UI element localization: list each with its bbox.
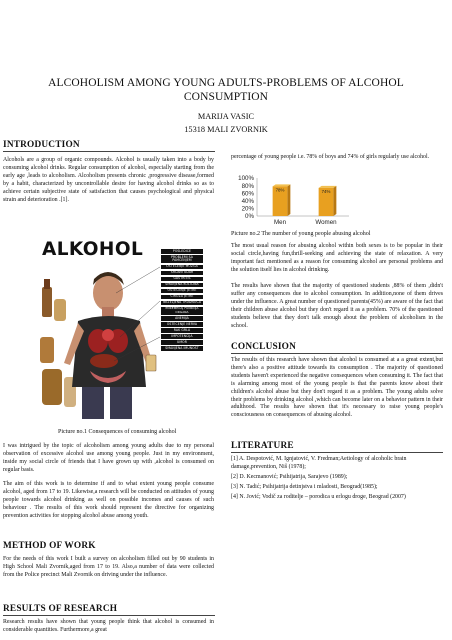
poster-title: ALKOHOL: [42, 239, 144, 260]
poster-list-item: OŠTEĆENJE MOZGA: [161, 265, 203, 270]
x-tick-label: Women: [315, 219, 337, 226]
method-heading: METHOD OF WORK: [3, 541, 96, 551]
alcohol-abuse-bar-chart: [231, 174, 355, 226]
poster-list-item: POREMEĆAJ FUNKCIJA ORGANA: [161, 307, 203, 315]
bar-top: [273, 184, 291, 186]
y-tick-label: 100%: [238, 175, 254, 183]
reference-item: [1] A. Despotović, M. Ignjatović, V. Fredman;Aetiology of alcoholic brain damage,prevention, Niš (1978);: [231, 456, 407, 470]
poster-list-item: UMOR: [161, 340, 203, 345]
results-paragraph-1: Research results have shown that young people think that alcohol is consumed in considerable quantities. Furthermore,a great: [3, 619, 214, 633]
paper-title: [0, 76, 452, 104]
conclusion-heading: CONCLUSION: [231, 342, 443, 354]
introduction-paragraph-2: I was intrigued by the topic of alcoholism among young adults due to my personal observation of excessive alcohol use among young people. Just in my environment, inside my social circle of friends that I have grown up with ,alcohol is consumed on regular basis.: [3, 443, 214, 473]
bar-data-label: 74%: [321, 188, 331, 194]
introduction-paragraph-1: Alcohols are a group of organic compounds. Alcohol is usually taken into a body by consuming alcohol drinks. Regular consumption of alcohol, especially starting from the early age ,leads to alcoholism. Alcoholism presents chronic ,progressive disease,formed by a habit, characterized by uncontrollable desire for having alcohol drinks so as to achieve certain subjective state of satisfaction that causes psychological and physical strain and deterioration .[1].: [3, 157, 214, 203]
poster-list-item: SRČANI UDAR: [161, 271, 203, 276]
y-axis-ticks: [238, 175, 254, 220]
y-tick-label: 40%: [241, 198, 254, 205]
paper-title-line1: ALCOHOLISM AMONG YOUNG ADULTS-PROBLEMS OF ALCOHOL: [48, 77, 404, 89]
introduction-paragraph-3: The aim of this work is to determine if and to what extent young people consume alcohol, aged from 17 to 19. Likewise,a research will be conducted on attitudes of young people towards alcohol drinking as well on possible incomes and causes of such behaviour . The results of this work should represent the directive for organizing prevention activities for stopping alcohol abuse among youth.: [3, 481, 214, 519]
results-paragraph-1-continued: percentage of young people i.e. 78% of boys and 74% of girls regularly use alcohol.: [231, 154, 430, 160]
poster-list-item: OŠTEĆENJE JETRE: [161, 289, 203, 294]
poster-list-item: POSLEDICE: [161, 249, 203, 254]
poster-consequences-list: [161, 249, 203, 352]
poster-list-item: GASTRITIS: [161, 277, 203, 282]
x-axis-labels: [274, 219, 337, 226]
picture-1-caption: Picture no.1 Consequences of consuming alcohol: [58, 429, 177, 435]
results-heading: RESULTS OF RESEARCH: [3, 604, 215, 616]
bar-top: [319, 186, 337, 188]
x-tick-label: Men: [273, 219, 287, 226]
y-tick-label: 0%: [245, 213, 254, 221]
reference-item: [2] D. Kecmanović; Psihijatrija, Sarajevo (1989);: [231, 473, 348, 480]
reference-item: [4] N. Jović; Vodič za roditelje – porodica u erlogu droge, Beograd (2007): [231, 493, 406, 500]
author-name: MARIJA VASIC: [197, 112, 255, 121]
reference-list: [231, 456, 443, 504]
poster-list-item: CIROZA JETRE: [161, 295, 203, 300]
y-tick-label: 20%: [241, 205, 254, 213]
poster-list-item: ANEMIJA: [161, 316, 203, 321]
poster-list-item: OŠTEĆENJE NERVA: [161, 322, 203, 327]
y-tick-label: 60%: [241, 190, 254, 198]
paper-title-line2: CONSUMPTION: [183, 91, 269, 103]
poster-list-item: NEŽELJENA TRUDNOĆA: [161, 301, 203, 306]
bar-side: [333, 186, 336, 216]
poster-list-item: SMANJENA KOLIČINA: [161, 283, 203, 288]
chart-bars: [273, 184, 337, 216]
poster-list-item: IMPOTENCIJA: [161, 334, 203, 339]
poster-list-item: PROBLEMI SA PAMĆENJEM: [161, 255, 203, 263]
author-affiliation: 15318 MALI ZVORNIK: [184, 125, 268, 134]
conclusion-paragraph: The results of this research have shown that alcohol is consumed at a a great extent,but there's also a positive attitude towards its consumption . The majority of questioned students haven't experienced the negative consequences when consuming it. The fact that is alarming among most of the young people is that the parents know about their children's alcohol abuse but they don't regard it as a problem. The young adults solve their problems by drinking alcohol ,which can become later on a behavior pattern in their adulthood. The results have shown that it's necessary to raise young people's consciousness on consequences of abusing alcohol.: [231, 357, 443, 419]
y-tick-label: 80%: [241, 182, 254, 190]
bar-side: [287, 184, 290, 216]
bar-data-label: 78%: [275, 187, 285, 193]
poster-list-item: RAK GRLA: [161, 328, 203, 333]
alcohol-consequences-poster: [38, 237, 214, 419]
results-paragraph-3: The results have shown that the majority of questioned students ,88% of them ,didn't suffer any consequences due to alcohol consumption. In addition,none of them drives under the influence. A great number of questioned parents(45%) are aware of the fact that their children abuse alcohol but they don't regard it as a problem. 70% of the questioned students believe that they don't talk enough about the problem of alcoholism in the school.: [231, 283, 443, 329]
picture-2-caption: Picture no.2 The number of young people abusing alcohol: [231, 231, 371, 237]
literature-heading: LITERATURE: [231, 441, 443, 453]
method-paragraph: For the needs of this work I built a survey on alcoholism filled out by 90 students in High School Mali Zvornik,aged from 17 to 19. Also,a number of data were collected from the Police precinct Mali Zvornik on driving under the influence.: [3, 556, 214, 578]
introduction-heading: INTRODUCTION: [3, 140, 215, 152]
reference-item: [3] N. Tadić; Psihijatrija detinjstva i mladosti, Beograd(1985);: [231, 483, 378, 490]
results-paragraph-2: The most usual reason for abusing alcohol within both sexes is to be popular in their social circle,having fun,thrill-seeking and achieving the state of relaxation. A very important fact mentioned as a reason for consuming alcohol are personal problems and the solution itself lies in alcohol drinking.: [231, 243, 443, 273]
poster-list-item: SMANJENA IMUNOST: [161, 346, 203, 351]
